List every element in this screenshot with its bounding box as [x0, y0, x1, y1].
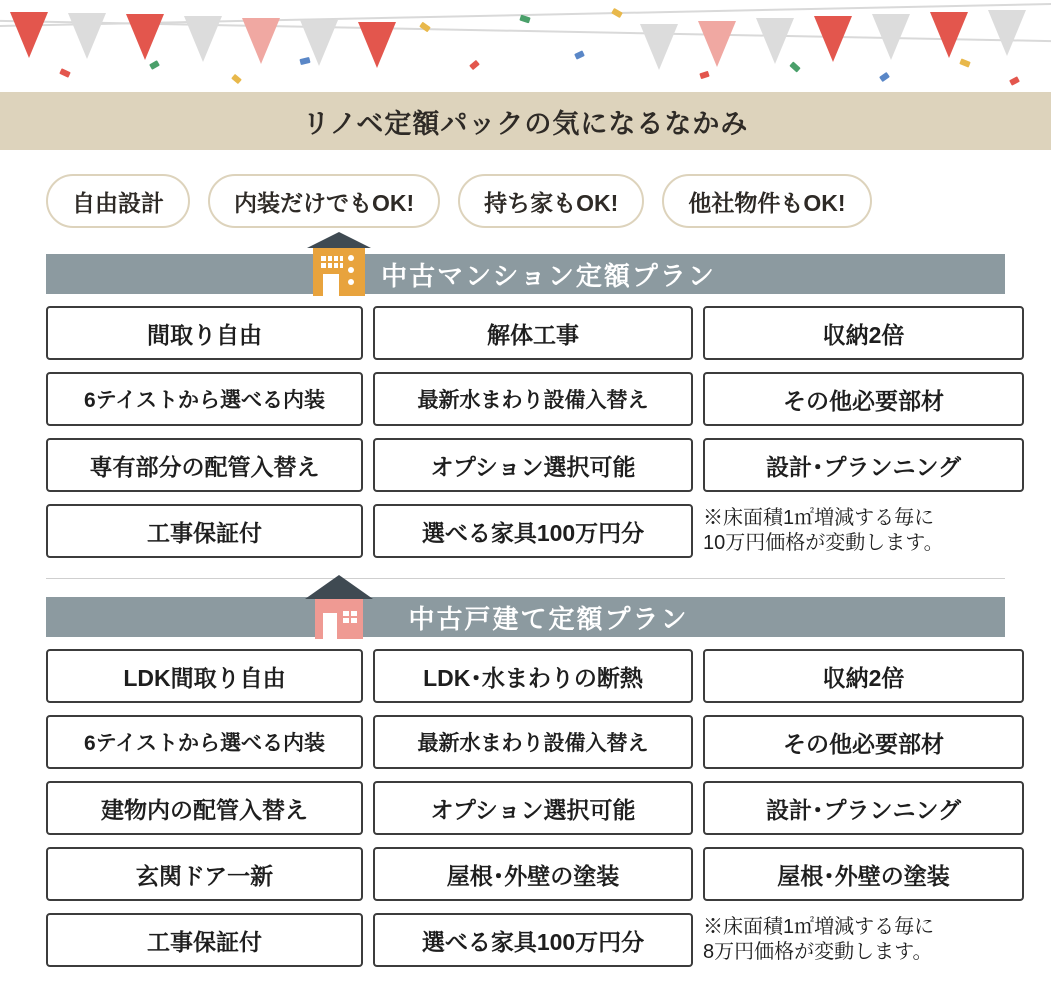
- flag-icon: [930, 12, 968, 58]
- plan-feature-cell: 工事保証付: [46, 504, 363, 558]
- flag-icon: [126, 14, 164, 60]
- plan-feature-cell: 選べる家具100万円分: [373, 504, 693, 558]
- apartment-building-icon: [301, 230, 377, 296]
- plan-feature-cell: 屋根･外壁の塗装: [373, 847, 693, 901]
- confetti-piece: [149, 60, 160, 70]
- plan-feature-cell: 6テイストから選べる内装: [46, 372, 363, 426]
- flag-icon: [68, 13, 106, 59]
- price-note-line: ※床面積1㎡増減する毎に: [703, 507, 935, 529]
- flag-icon: [814, 16, 852, 62]
- flag-icon: [756, 18, 794, 64]
- feature-pill-row: [46, 174, 1005, 228]
- plan-feature-cell: LDK･水まわりの断熱: [373, 649, 693, 703]
- flag-icon: [184, 16, 222, 62]
- plan-feature-cell: 選べる家具100万円分: [373, 913, 693, 967]
- price-note-line: 10万円価格が変動します。: [703, 532, 944, 554]
- plan-feature-cell: 専有部分の配管入替え: [46, 438, 363, 492]
- content-area: [0, 150, 1051, 987]
- confetti-piece: [574, 50, 585, 59]
- confetti-piece: [231, 74, 242, 84]
- plan-feature-cell: オプション選択可能: [373, 438, 693, 492]
- page-title: リノベ定額パックの気になるなかみ: [302, 108, 749, 139]
- plan-feature-cell: 工事保証付: [46, 913, 363, 967]
- flag-icon: [640, 24, 678, 70]
- price-note-line: 8万円価格が変動します。: [703, 941, 933, 963]
- flag-icon: [872, 14, 910, 60]
- feature-pill: 自由設計: [46, 174, 190, 228]
- flag-icon: [698, 21, 736, 67]
- confetti-piece: [611, 8, 623, 18]
- flag-icon: [10, 12, 48, 58]
- plan-feature-cell: LDK間取り自由: [46, 649, 363, 703]
- feature-pill: 内装だけでもOK!: [208, 174, 440, 228]
- section-used-house-plan: [46, 597, 1005, 967]
- plan-feature-cell: 設計･プランニング: [703, 438, 1024, 492]
- confetti-piece: [419, 22, 431, 33]
- section-title: 中古戸建て定額プラン: [408, 603, 689, 634]
- confetti-piece: [699, 71, 709, 79]
- page-title-bar: [0, 92, 1051, 150]
- plan-feature-cell: 収納2倍: [703, 649, 1024, 703]
- plan-feature-cell: その他必要部材: [703, 372, 1024, 426]
- section-header: [46, 254, 1005, 294]
- section-used-apartment-plan: [46, 254, 1005, 558]
- plan-feature-cell: 屋根･外壁の塗装: [703, 847, 1024, 901]
- flag-icon: [988, 10, 1026, 56]
- plan-feature-grid: [46, 649, 1005, 967]
- house-icon: [301, 573, 377, 639]
- plan-feature-cell: 解体工事: [373, 306, 693, 360]
- confetti-piece: [959, 58, 971, 67]
- confetti-piece: [879, 72, 890, 82]
- plan-feature-cell: 収納2倍: [703, 306, 1024, 360]
- decorative-bunting-banner: [0, 0, 1051, 92]
- confetti-piece: [59, 68, 71, 78]
- section-title: 中古マンション定額プラン: [381, 260, 716, 291]
- plan-feature-cell: その他必要部材: [703, 715, 1024, 769]
- flag-icon: [242, 18, 280, 64]
- flag-icon: [358, 22, 396, 68]
- plan-feature-cell: 最新水まわり設備入替え: [373, 372, 693, 426]
- plan-feature-grid: [46, 306, 1005, 558]
- plan-feature-cell: 最新水まわり設備入替え: [373, 715, 693, 769]
- plan-feature-cell: 設計･プランニング: [703, 781, 1024, 835]
- confetti-piece: [789, 61, 800, 72]
- feature-pill: 持ち家もOK!: [458, 174, 644, 228]
- confetti-piece: [469, 60, 480, 70]
- price-note: [703, 913, 1024, 967]
- section-header: [46, 597, 1005, 637]
- section-divider: [46, 578, 1005, 579]
- price-note: [703, 504, 1024, 558]
- plan-feature-cell: オプション選択可能: [373, 781, 693, 835]
- plan-feature-cell: 間取り自由: [46, 306, 363, 360]
- feature-pill: 他社物件もOK!: [662, 174, 871, 228]
- plan-feature-cell: 6テイストから選べる内装: [46, 715, 363, 769]
- confetti-piece: [1009, 76, 1020, 86]
- plan-feature-cell: 建物内の配管入替え: [46, 781, 363, 835]
- plan-feature-cell: 玄関ドア一新: [46, 847, 363, 901]
- price-note-line: ※床面積1㎡増減する毎に: [703, 916, 935, 938]
